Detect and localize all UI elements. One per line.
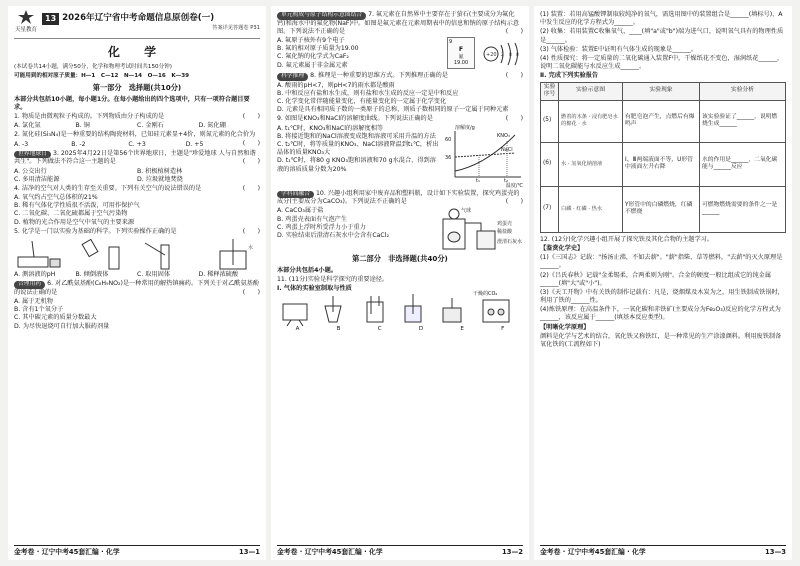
principle-heading: 【明晰化学原理】	[540, 323, 590, 331]
topic-tag: 学科间融合	[277, 191, 314, 199]
page-2	[271, 6, 529, 560]
tick-label: t₂	[504, 177, 508, 184]
answer-reference: 答案详见答题卷 P31	[212, 25, 260, 32]
nacl-label: NaCl	[501, 146, 513, 153]
q8-options: A. 酸雨的pH<7，则pH<7的雨水都是酸雨 B. 中和反应有盐和水生成，则有盐和水生成的反应一定是中和反应 C. 化学变化常伴随能量变化，有能量变化的一定属于化学变化 D. 元素是具有相同质子数的一类原子的总称，则质子数相同的原子一定属于同种元素	[277, 81, 509, 114]
table-row: (6) 水 · 氢氧化钠溶液 Ⅰ、Ⅲ两端液面不等，U形管中液面左升右降 水的作用是______，二氧化碳能与______反应	[541, 142, 786, 186]
q5-options: A. 测溶液的pH B. 倾倒液体 C. 取用固体 D. 稀释浓硫酸	[14, 271, 239, 279]
topic-tag: 合理用药	[14, 281, 45, 289]
table-row: (5) 燃着的木条 · 浸有肥皂水的棉花 · 水 有肥皂泡产生，点燃后有爆鸣声 该实验验证了______，说明燃烧生成______	[541, 100, 786, 142]
q1-options: A. 氯化氩 B. 铜 C. 金刚石 D. 氮化硼	[14, 122, 226, 130]
q6-options: A. 属于无机物 B. 含有1个氧分子 C. 其中碳元素的质量分数最大 D. 为尽快退烧可自行加大服药剂量	[14, 298, 110, 330]
page-footer: 金考卷 · 辽宁中考45套汇编 · 化学 13—1	[14, 545, 260, 557]
svg-text:8: 8	[509, 53, 512, 59]
exam-intro: (本试卷共14小题，满分50分，化学和物理考试时间共150分钟)	[14, 64, 172, 71]
history-item-2: (2)《吕氏春秋》记载"金柔锡柔，合两柔则为刚"。合金的硬度一般比组成它的纯金属______(填"大"或"小")。	[540, 271, 772, 287]
chart-ylabel: 溶解度/g	[455, 124, 475, 131]
question-11: 11. (11分)实验是科学探究的重要途径。	[277, 276, 389, 284]
atomic-masses: 可能用到的相对原子质量：H—1 C—12 N—14 O—16 K—39	[14, 72, 190, 79]
question-10: 学科间融合 10. 兴趣小组利用家中废弃品和塑料瓶，设计如下实验装置，探究鸡蛋壳的成分(主要成分为CaCO₃)。下列说法不正确的是 ( )	[277, 189, 523, 206]
gas-apparatus	[277, 291, 523, 334]
solubility-curves	[445, 131, 523, 183]
co2-note: 干燥的CO₂	[473, 291, 498, 298]
q10-options: A. CaCO₃属于盐 B. 鸡蛋壳表面有气泡产生 C. 鸡蛋上浮时所受浮力小于重力 D. 实验结束后澄清石灰水中会含有CaCl₂	[277, 207, 389, 239]
page-title: 2026年辽宁省中考命题信息原创卷(一)	[62, 13, 215, 24]
page-footer: 金考卷 · 辽宁中考45套汇编 · 化学 13—3	[540, 545, 786, 557]
q9-options: A. t₁℃时，KNO₃和NaCl的溶解度相等 B. 将接近饱和的NaCl溶液变成饱和溶液可采用升温的方法 C. t₂℃时，将等质量的KNO₃、NaCl溶液降温到t₁℃，析出晶体的质量KNO₃大 D. t₁℃时，将80 g KNO₃饱和溶液和70 g水混合，得到溶液的溶质质量分数为20%	[277, 124, 439, 173]
history-item-4: (4)炼铁原理：在高温条件下，一氧化碳和赤铁矿(主要成分为Fe₂O₃)反应的化学方程式为______，该反应属于______(填基本反应类型)。	[540, 306, 781, 322]
question-3: 世界地球日 3. 2025年4月22日是第56个世界地球日，主题是"珍爱地球 人与自然和谐共生"。下列做法不符合这一主题的是 ( )	[14, 149, 260, 166]
dilute-acid-figure	[208, 239, 260, 271]
star-logo-icon	[18, 10, 34, 24]
experiment-report-table	[540, 82, 786, 233]
svg-text:水: 水	[247, 245, 253, 252]
eggshell-apparatus: 气球 鸡蛋壳 稀盐酸 澄清石灰水	[437, 207, 523, 251]
subject-title: 化 学	[107, 44, 167, 59]
svg-text:+20: +20	[486, 52, 497, 59]
periodic-cell: 9 F 氟 19.00	[447, 37, 475, 69]
part2-title: 第二部分 非选择题(共40分)	[352, 254, 448, 264]
q11-part-3: (3) 气体检验：装置E中证明有气体生成的现象是______。	[540, 45, 697, 53]
q11-subtitle-2: Ⅱ. 完成下列实验报告	[540, 72, 599, 80]
q11-part-4: (4) 性质探究：将一定质量的二氧化碳通入装置F中，干燥纸花不变色，湿润纸花______，说明二氧化碳能与水反应生成______。	[540, 54, 784, 71]
page-footer: 金考卷 · 辽宁中考45套汇编 · 化学 13—2	[277, 545, 523, 557]
page-3	[534, 6, 792, 560]
part1-title: 第一部分 选择题(共10分)	[92, 83, 182, 93]
page-1	[8, 6, 266, 560]
apparatus-drawings	[277, 294, 523, 326]
history-item-1: (1)《三国志》记载："扬汤止沸，不如去薪"。"薪"指柴、草等燃料，"去薪"的灭火原理是______。	[540, 254, 783, 270]
table-header-row: 实验序号 实验示意图 实验现象 实验分析	[541, 82, 786, 100]
topic-tag: 科学推理	[277, 73, 308, 81]
question-9: 9. 如图是KNO₃和NaCl的溶解度曲线。下列说法正确的是 ( )	[277, 115, 523, 123]
question-7: 单元构成与原子结构示意图结合 7. 氟元素在自然界中主要存在于萤石(主要成分为氟化钙)和海水中的氟化物(NaF)中。如图是氟元素在元素周期表中的信息和钠的原子结构示意图。下列说法不正确的是 ( )	[277, 11, 523, 35]
topic-tag: 世界地球日	[14, 151, 51, 159]
chart-xlabel: 温度/℃	[505, 182, 523, 189]
solubility-chart	[445, 125, 523, 189]
tick-label: 60	[445, 136, 452, 143]
q10-block	[277, 207, 523, 251]
question-2: 2. 氮化硅(Si₃N₄)是一种重要的结构陶瓷材料，已知硅元素显+4价，则氮元素的化合价为 ( )	[14, 131, 260, 147]
paper-number-badge: 13	[42, 13, 59, 26]
question-1: 1. 物质是由微观粒子构成的。下列物质由分子构成的是 ( )	[14, 112, 260, 120]
ph-test-figure	[14, 239, 66, 271]
question-8: 科学推理 8. 推理是一种重要的思维方式。下列推理正确的是 ( )	[277, 72, 523, 81]
exam-header	[14, 10, 260, 39]
part2-desc: 本部分共包括4小题。	[277, 266, 337, 274]
nacl-curve	[455, 153, 515, 157]
principle-text: 颜料是化学与艺术的结合，氧化铁又称铁红，是一种常见的生产涂漆颜料。利用废铁制备氧化铁的(工流程如下)	[540, 332, 782, 349]
q11-subtitle: Ⅰ. 气体的实验室制取与性质	[277, 285, 352, 293]
q3-options: A. 公交出行 B. 积极植树造林 C. 多用清洁能源 D. 垃圾就地焚烧	[14, 167, 183, 183]
svg-text:2: 2	[501, 53, 504, 59]
part1-desc: 本部分共包括10小题，每小题1分。在每小题给出的四个选项中，只有一项符合题目要求。	[14, 95, 250, 111]
q2-options: A. -3 B. -2 C. +3 D. +5	[14, 140, 204, 148]
q7-block	[277, 37, 523, 71]
apparatus-labels: A B C D E F	[295, 326, 505, 333]
topic-tag: 单元构成与原子结构示意图结合	[277, 12, 366, 20]
question-4: 4. 洁净的空气对人类的生存至关重要。下列有关空气的说法错误的是 ( )	[14, 184, 260, 192]
q9-block	[277, 125, 523, 189]
q7-options: A. 氟原子核外有9个电子 B. 氟的相对原子质量为19.00 C. 氟化钠的化学式为CaF₂ D. 氟元素属于非金属元素	[277, 37, 359, 69]
atom-structure-diagram	[479, 37, 523, 71]
pour-liquid-figure	[79, 239, 131, 271]
history-item-3: (3)《天工开物》中有关铁的制作记载有：凡是，烧烟煤及木炭为之，用生铁制成铁锅时，利用了铁的______性。	[540, 288, 784, 305]
q5-figures	[14, 237, 260, 271]
kno3-label: KNO₃	[497, 132, 510, 139]
q11-part-1: (1) 装置：若用高锰酸钾制取较纯净的氧气，需选用图中的装置组合是______(填标号)，A中发生反应的化学方程式为______。	[540, 11, 783, 27]
tick-label: 36	[445, 154, 452, 161]
q11-part-2: (2) 收集：若用装置C收集氧气，____(填"a"或"b")端为进气口，说明氧气具有的物理性质是______。	[540, 28, 784, 44]
svg-text:8: 8	[516, 53, 519, 59]
question-6: 合理用药 6. 对乙酰氨基酚(C₈H₉NO₂)是一种常用的解热镇痛药。下列关于对乙酰氨基酚的说法正确的是 ( )	[14, 280, 260, 296]
take-solid-figure	[143, 239, 195, 271]
tick-label: t₁	[476, 177, 480, 184]
table-row: (7) 白磷 · 红磷 · 热水 Y形管中的白磷燃烧，红磷不燃烧 可燃物燃烧需要的条件之一是______	[541, 186, 786, 232]
question-5: 5. 化学是一门以实验为基础的科学。下列实验操作正确的是 ( )	[14, 227, 260, 235]
q4-options: A. 氧气约占空气总体积的21% B. 稀有气体化学性质很不活泼，可用作保护气 C. 二氧化碳、二氧化硫都属于空气污染物 D. 植物的光合作用是空气中氧气的主要来源	[14, 194, 140, 226]
publisher-logo: 天星教育	[14, 10, 38, 35]
question-12: 12. (12分)化学兴趣小组开展了探究铁及其化合物的主题学习。	[540, 235, 714, 243]
history-heading: 【鉴赏化学史】	[540, 244, 584, 252]
